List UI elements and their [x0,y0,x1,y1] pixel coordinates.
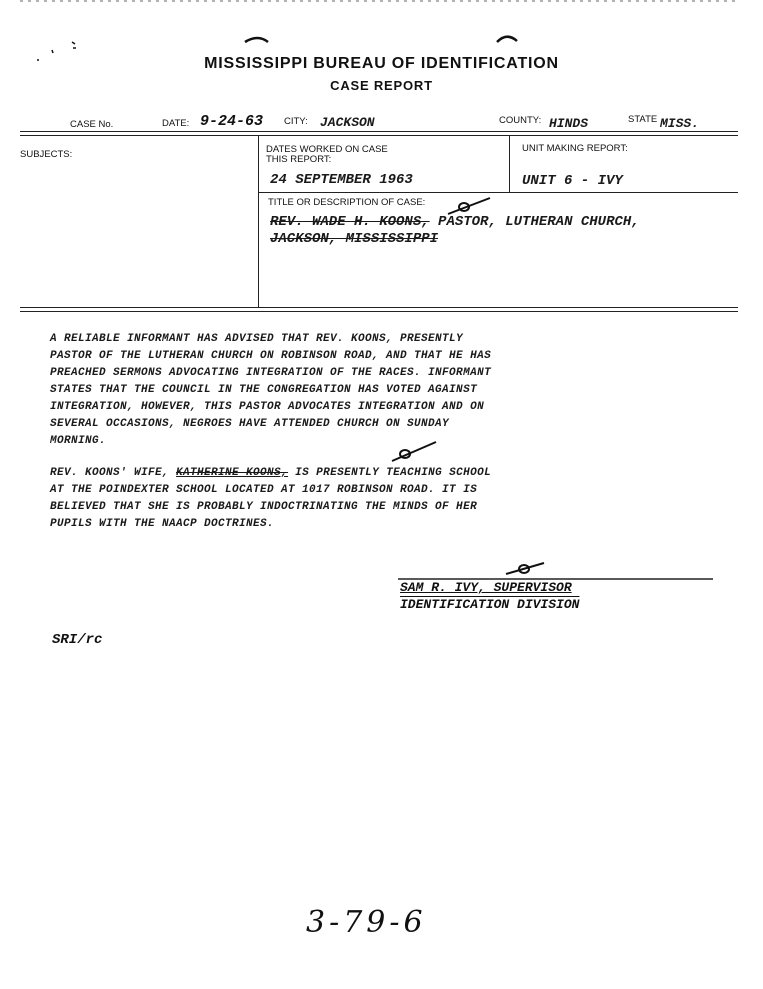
case-title-line2-struck: JACKSON, MISSISSIPPI [270,231,439,247]
report-paragraph-1: A RELIABLE INFORMANT HAS ADVISED THAT REV. KOONS, PRESENTLY PASTOR OF THE LUTHERAN CHURCH ON ROBINSON ROAD, AND THAT HE HAS PREACHED SERMONS ADVOCATING INTEGRATION OF THE RACES. INFORMANT STATES THAT THE COUNCIL IN THE CONGREGATION HAS VOTED AGAINST INTEGRATION, HOWEVER, THIS PASTOR ADVOCATES INTEGRATION AND ON SEVERAL OCCASIONS, NEGROES HAVE ATTENDED CHURCH ON SUNDAY MORNING. [50,333,492,447]
city-label: CITY: [284,116,308,127]
unit-label: UNIT MAKING REPORT: [522,143,628,154]
report-paragraph-2 [50,465,700,533]
signature-name: SAM R. IVY, SUPERVISOR [400,580,572,595]
case-title-subject-struck: REV. WADE H. KOONS, [270,214,430,230]
dates-worked-label-line2: THIS REPORT: [266,154,332,165]
city-value: JACKSON [320,115,375,130]
signature-division: IDENTIFICATION DIVISION [400,597,580,612]
paragraph-2-start: REV. KOONS' WIFE, [50,467,177,479]
case-no-label: CASE No. [70,119,114,130]
wife-name-struck: KATHERINE KOONS, [176,467,289,479]
paragraph-2-rest: IS PRESENTLY TEACHING SCHOOL AT THE POINDEXTER SCHOOL LOCATED AT 1017 ROBINSON ROAD. IT IS BELIEVED THAT SHE IS PROBABLY INDOCTRINATING THE MINDS OF HER PUPILS WITH THE NAACP DOCTRINES. [50,467,492,530]
subjects-label: SUBJECTS: [20,149,73,160]
dates-worked-value: 24 SEPTEMBER 1963 [270,172,413,188]
handwritten-file-number: 3-79-6 [306,905,427,940]
county-label: COUNTY: [499,115,542,126]
unit-value: UNIT 6 - IVY [522,173,623,189]
title-label: TITLE OR DESCRIPTION OF CASE: [268,197,426,208]
form-title: CASE REPORT [330,78,433,93]
case-title-line1-rest: PASTOR, LUTHERAN CHURCH, [429,214,640,230]
date-label: DATE: [162,118,190,129]
typist-initials: SRI/rc [52,632,103,648]
state-value: MISS. [660,116,700,131]
dates-worked-label-line1: DATES WORKED ON CASE [266,144,388,155]
state-label: STATE [628,114,658,125]
county-value: HINDS [549,116,589,131]
date-value: 9-24-63 [200,113,264,130]
agency-title: MISSISSIPPI BUREAU OF IDENTIFICATION [204,55,559,72]
